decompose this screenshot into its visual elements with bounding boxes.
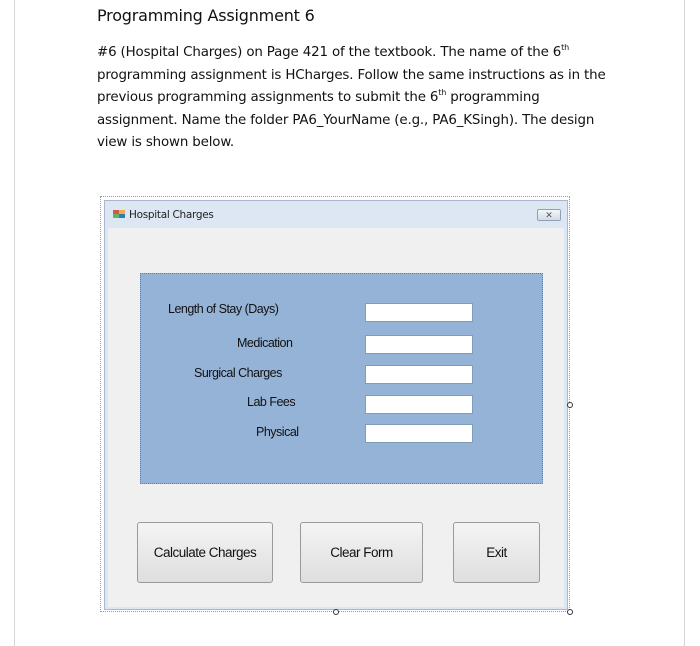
resize-handle-bottom[interactable] [333,609,339,615]
close-button[interactable] [537,209,561,221]
length-of-stay-input[interactable] [365,303,473,322]
page-left-border [14,0,15,646]
description-line: assignment. Name the folder PA6_YourName (e.g., PA6_KSingh). The design [97,112,595,128]
form-title: Hospital Charges [129,209,214,221]
page-right-border [684,0,685,646]
hospital-charges-form [104,200,568,610]
assignment-description [97,42,617,155]
form-titlebar [105,201,567,227]
assignment-heading: Programming Assignment 6 [97,6,315,25]
exit-button[interactable]: Exit [453,522,540,583]
close-icon: ✕ [545,210,553,220]
surgical-charges-input[interactable] [365,365,473,384]
lab-fees-input[interactable] [365,395,473,414]
charges-panel [140,273,543,484]
description-line: #6 (Hospital Charges) on Page 421 of the textbook. The name of the 6th [97,43,570,60]
description-line: previous programming assignments to submit the 6th programming [97,88,540,105]
clear-form-button[interactable]: Clear Form [300,522,423,583]
surgical-charges-label: Surgical Charges [194,366,282,380]
calculate-charges-button[interactable]: Calculate Charges [137,522,273,583]
resize-handle-right[interactable] [567,402,573,408]
length-of-stay-label: Length of Stay (Days) [168,302,279,316]
lab-fees-label: Lab Fees [247,395,296,409]
resize-handle-corner[interactable] [567,609,573,615]
medication-label: Medication [237,336,293,350]
form-icon [113,209,125,219]
physical-label: Physical [256,425,299,439]
physical-input[interactable] [365,424,473,443]
description-line: programming assignment is HCharges. Follow the same instructions as in the [97,67,606,83]
description-line: view is shown below. [97,135,235,150]
form-client-area [108,228,564,607]
medication-input[interactable] [365,335,473,354]
